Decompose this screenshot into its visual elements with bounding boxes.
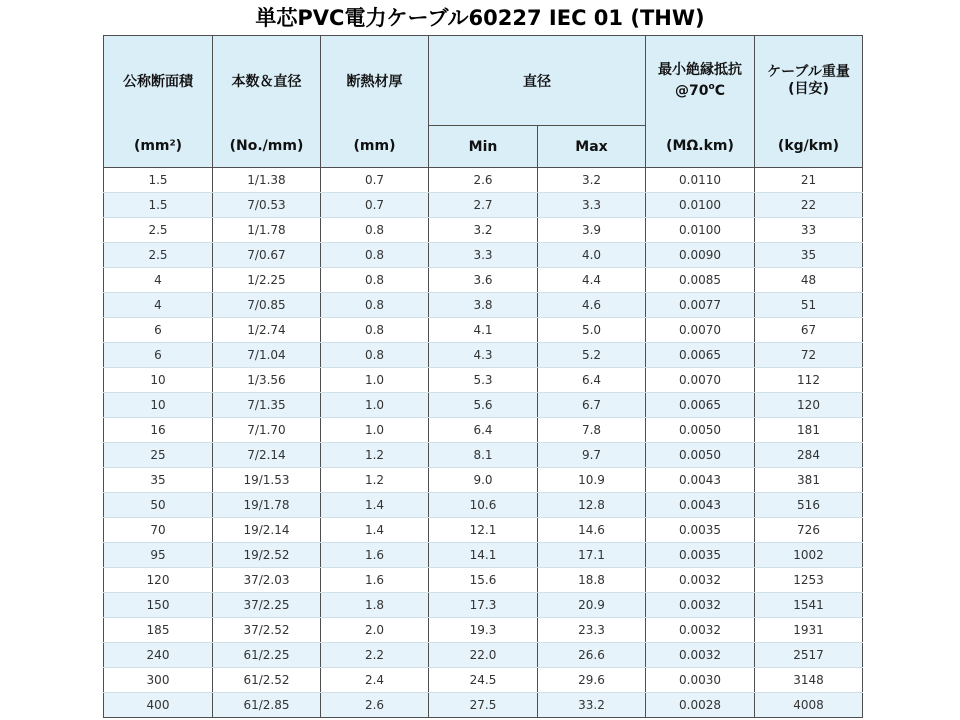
cell-insulation: 1.0 [321, 368, 429, 393]
cell-nominal-area: 35 [104, 468, 213, 493]
header-resistance-temp: @70 [675, 82, 709, 99]
cell-nominal-area: 400 [104, 693, 213, 718]
cell-strands: 7/2.14 [213, 443, 321, 468]
cell-weight: 33 [755, 218, 863, 243]
table-header [104, 36, 863, 168]
cell-diameter-max: 3.9 [538, 218, 646, 243]
cell-resistance: 0.0070 [646, 318, 755, 343]
unit-insulation: (mm) [321, 126, 429, 168]
cell-strands: 7/1.35 [213, 393, 321, 418]
cell-insulation: 1.0 [321, 418, 429, 443]
cell-diameter-min: 3.2 [429, 218, 538, 243]
cell-weight: 120 [755, 393, 863, 418]
cell-diameter-min: 22.0 [429, 643, 538, 668]
cell-diameter-max: 7.8 [538, 418, 646, 443]
cell-nominal-area: 50 [104, 493, 213, 518]
header-resistance-line2 [646, 79, 754, 100]
unit-weight: (kg/km) [755, 126, 863, 168]
cell-weight: 1253 [755, 568, 863, 593]
header-weight [755, 36, 863, 126]
header-weight-line2: (目安) [788, 80, 829, 97]
table-row [104, 618, 863, 643]
cell-nominal-area: 185 [104, 618, 213, 643]
cell-insulation: 0.7 [321, 168, 429, 193]
cell-resistance: 0.0030 [646, 668, 755, 693]
cell-strands: 61/2.25 [213, 643, 321, 668]
cell-diameter-max: 4.4 [538, 268, 646, 293]
cell-resistance: 0.0043 [646, 468, 755, 493]
header-diameter: 直径 [429, 36, 646, 126]
cell-strands: 19/2.52 [213, 543, 321, 568]
cell-weight: 516 [755, 493, 863, 518]
cell-diameter-max: 10.9 [538, 468, 646, 493]
cell-resistance: 0.0085 [646, 268, 755, 293]
table-row [104, 218, 863, 243]
cell-strands: 7/0.53 [213, 193, 321, 218]
table-row [104, 693, 863, 718]
degree-mark: o [708, 81, 715, 92]
cell-weight: 1541 [755, 593, 863, 618]
cell-nominal-area: 4 [104, 293, 213, 318]
table-row [104, 393, 863, 418]
cell-nominal-area: 1.5 [104, 193, 213, 218]
cell-nominal-area: 6 [104, 343, 213, 368]
cell-resistance: 0.0100 [646, 218, 755, 243]
cell-weight: 22 [755, 193, 863, 218]
cell-diameter-min: 6.4 [429, 418, 538, 443]
header-weight-line1: ケーブル重量 [767, 63, 850, 80]
table-row [104, 368, 863, 393]
table-row [104, 668, 863, 693]
cell-insulation: 1.2 [321, 443, 429, 468]
page-title: 単芯PVC電力ケーブル60227 IEC 01 (THW) [255, 6, 705, 30]
cell-diameter-min: 5.6 [429, 393, 538, 418]
cell-nominal-area: 300 [104, 668, 213, 693]
cell-strands: 1/1.78 [213, 218, 321, 243]
cell-diameter-max: 33.2 [538, 693, 646, 718]
cell-resistance: 0.0065 [646, 393, 755, 418]
cell-resistance: 0.0032 [646, 593, 755, 618]
table-row [104, 293, 863, 318]
unit-strands: (No./mm) [213, 126, 321, 168]
cell-weight: 51 [755, 293, 863, 318]
table-row [104, 518, 863, 543]
cell-diameter-min: 2.6 [429, 168, 538, 193]
cell-nominal-area: 95 [104, 543, 213, 568]
cell-nominal-area: 2.5 [104, 218, 213, 243]
table-row [104, 318, 863, 343]
cell-resistance: 0.0110 [646, 168, 755, 193]
cell-insulation: 2.2 [321, 643, 429, 668]
cell-insulation: 1.4 [321, 493, 429, 518]
cell-nominal-area: 10 [104, 368, 213, 393]
cell-resistance: 0.0032 [646, 568, 755, 593]
cell-nominal-area: 2.5 [104, 243, 213, 268]
table-row [104, 593, 863, 618]
header-diameter-max: Max [538, 126, 646, 168]
cell-insulation: 0.8 [321, 218, 429, 243]
cell-diameter-min: 3.6 [429, 268, 538, 293]
cell-diameter-min: 3.8 [429, 293, 538, 318]
table-row [104, 243, 863, 268]
cell-nominal-area: 25 [104, 443, 213, 468]
cell-strands: 7/0.67 [213, 243, 321, 268]
cell-strands: 7/0.85 [213, 293, 321, 318]
cell-diameter-min: 8.1 [429, 443, 538, 468]
cell-insulation: 0.8 [321, 343, 429, 368]
cell-weight: 181 [755, 418, 863, 443]
cell-weight: 381 [755, 468, 863, 493]
cell-insulation: 2.4 [321, 668, 429, 693]
cell-resistance: 0.0100 [646, 193, 755, 218]
cell-weight: 3148 [755, 668, 863, 693]
cell-insulation: 0.8 [321, 318, 429, 343]
cell-nominal-area: 10 [104, 393, 213, 418]
cell-diameter-min: 2.7 [429, 193, 538, 218]
cell-resistance: 0.0077 [646, 293, 755, 318]
cell-diameter-max: 23.3 [538, 618, 646, 643]
table-row [104, 168, 863, 193]
table-row [104, 543, 863, 568]
cell-resistance: 0.0050 [646, 443, 755, 468]
cell-resistance: 0.0050 [646, 418, 755, 443]
cell-diameter-min: 14.1 [429, 543, 538, 568]
cell-insulation: 0.7 [321, 193, 429, 218]
table-row [104, 643, 863, 668]
table-row [104, 568, 863, 593]
cell-diameter-max: 6.4 [538, 368, 646, 393]
cell-diameter-min: 4.3 [429, 343, 538, 368]
header-strands: 本数＆直径 [213, 36, 321, 126]
cell-insulation: 1.8 [321, 593, 429, 618]
cell-diameter-max: 3.3 [538, 193, 646, 218]
table-body [104, 168, 863, 718]
cell-diameter-max: 9.7 [538, 443, 646, 468]
table-row [104, 193, 863, 218]
cell-resistance: 0.0043 [646, 493, 755, 518]
cell-diameter-min: 27.5 [429, 693, 538, 718]
cell-diameter-max: 4.6 [538, 293, 646, 318]
cell-insulation: 0.8 [321, 293, 429, 318]
cell-nominal-area: 4 [104, 268, 213, 293]
cell-insulation: 1.6 [321, 543, 429, 568]
cell-insulation: 1.2 [321, 468, 429, 493]
cell-strands: 7/1.70 [213, 418, 321, 443]
cell-strands: 19/1.78 [213, 493, 321, 518]
cell-weight: 1931 [755, 618, 863, 643]
cell-weight: 284 [755, 443, 863, 468]
cable-spec-table [103, 35, 863, 718]
cell-resistance: 0.0065 [646, 343, 755, 368]
header-nominal-area: 公称断面積 [104, 36, 213, 126]
cell-diameter-min: 5.3 [429, 368, 538, 393]
cell-diameter-max: 5.0 [538, 318, 646, 343]
header-resistance-line1: 最小絶縁抵抗 [658, 61, 742, 78]
cell-strands: 37/2.25 [213, 593, 321, 618]
cell-strands: 1/3.56 [213, 368, 321, 393]
cell-resistance: 0.0032 [646, 643, 755, 668]
header-resistance [646, 36, 755, 126]
table-row [104, 493, 863, 518]
cell-diameter-max: 29.6 [538, 668, 646, 693]
cell-weight: 4008 [755, 693, 863, 718]
cell-insulation: 0.8 [321, 268, 429, 293]
cell-strands: 61/2.52 [213, 668, 321, 693]
cell-weight: 67 [755, 318, 863, 343]
cell-insulation: 2.0 [321, 618, 429, 643]
cell-weight: 2517 [755, 643, 863, 668]
table-row [104, 443, 863, 468]
cell-diameter-max: 20.9 [538, 593, 646, 618]
cell-nominal-area: 240 [104, 643, 213, 668]
cell-diameter-min: 4.1 [429, 318, 538, 343]
cell-insulation: 0.8 [321, 243, 429, 268]
cell-strands: 7/1.04 [213, 343, 321, 368]
cell-nominal-area: 16 [104, 418, 213, 443]
cell-diameter-min: 17.3 [429, 593, 538, 618]
cell-insulation: 2.6 [321, 693, 429, 718]
cell-nominal-area: 150 [104, 593, 213, 618]
table-row [104, 468, 863, 493]
header-diameter-min: Min [429, 126, 538, 168]
cell-strands: 37/2.03 [213, 568, 321, 593]
cell-nominal-area: 120 [104, 568, 213, 593]
table-row [104, 343, 863, 368]
cell-diameter-min: 10.6 [429, 493, 538, 518]
cell-diameter-max: 5.2 [538, 343, 646, 368]
cell-diameter-min: 15.6 [429, 568, 538, 593]
cell-resistance: 0.0070 [646, 368, 755, 393]
cell-diameter-min: 12.1 [429, 518, 538, 543]
cell-diameter-max: 4.0 [538, 243, 646, 268]
table-row [104, 418, 863, 443]
cell-diameter-min: 9.0 [429, 468, 538, 493]
cell-weight: 726 [755, 518, 863, 543]
cell-nominal-area: 1.5 [104, 168, 213, 193]
cell-resistance: 0.0035 [646, 518, 755, 543]
cell-insulation: 1.0 [321, 393, 429, 418]
cell-diameter-max: 6.7 [538, 393, 646, 418]
cell-diameter-min: 19.3 [429, 618, 538, 643]
cell-nominal-area: 6 [104, 318, 213, 343]
cell-strands: 61/2.85 [213, 693, 321, 718]
cell-diameter-max: 14.6 [538, 518, 646, 543]
header-resistance-unit-c: C [714, 82, 725, 99]
cell-weight: 72 [755, 343, 863, 368]
cell-insulation: 1.6 [321, 568, 429, 593]
cell-resistance: 0.0035 [646, 543, 755, 568]
cell-strands: 1/2.74 [213, 318, 321, 343]
cell-strands: 37/2.52 [213, 618, 321, 643]
cell-strands: 1/1.38 [213, 168, 321, 193]
cell-diameter-max: 18.8 [538, 568, 646, 593]
cell-diameter-min: 24.5 [429, 668, 538, 693]
unit-nominal-area: (mm²) [104, 126, 213, 168]
unit-resistance: (MΩ.km) [646, 126, 755, 168]
cell-diameter-min: 3.3 [429, 243, 538, 268]
cell-weight: 1002 [755, 543, 863, 568]
cell-weight: 112 [755, 368, 863, 393]
cell-nominal-area: 70 [104, 518, 213, 543]
cell-diameter-max: 26.6 [538, 643, 646, 668]
header-insulation: 断熱材厚 [321, 36, 429, 126]
cell-strands: 19/2.14 [213, 518, 321, 543]
cell-weight: 35 [755, 243, 863, 268]
cell-resistance: 0.0090 [646, 243, 755, 268]
table-row [104, 268, 863, 293]
cell-diameter-max: 3.2 [538, 168, 646, 193]
cell-strands: 19/1.53 [213, 468, 321, 493]
cell-insulation: 1.4 [321, 518, 429, 543]
cell-diameter-max: 17.1 [538, 543, 646, 568]
cell-weight: 21 [755, 168, 863, 193]
cell-diameter-max: 12.8 [538, 493, 646, 518]
cell-resistance: 0.0028 [646, 693, 755, 718]
cell-weight: 48 [755, 268, 863, 293]
cell-strands: 1/2.25 [213, 268, 321, 293]
cell-resistance: 0.0032 [646, 618, 755, 643]
